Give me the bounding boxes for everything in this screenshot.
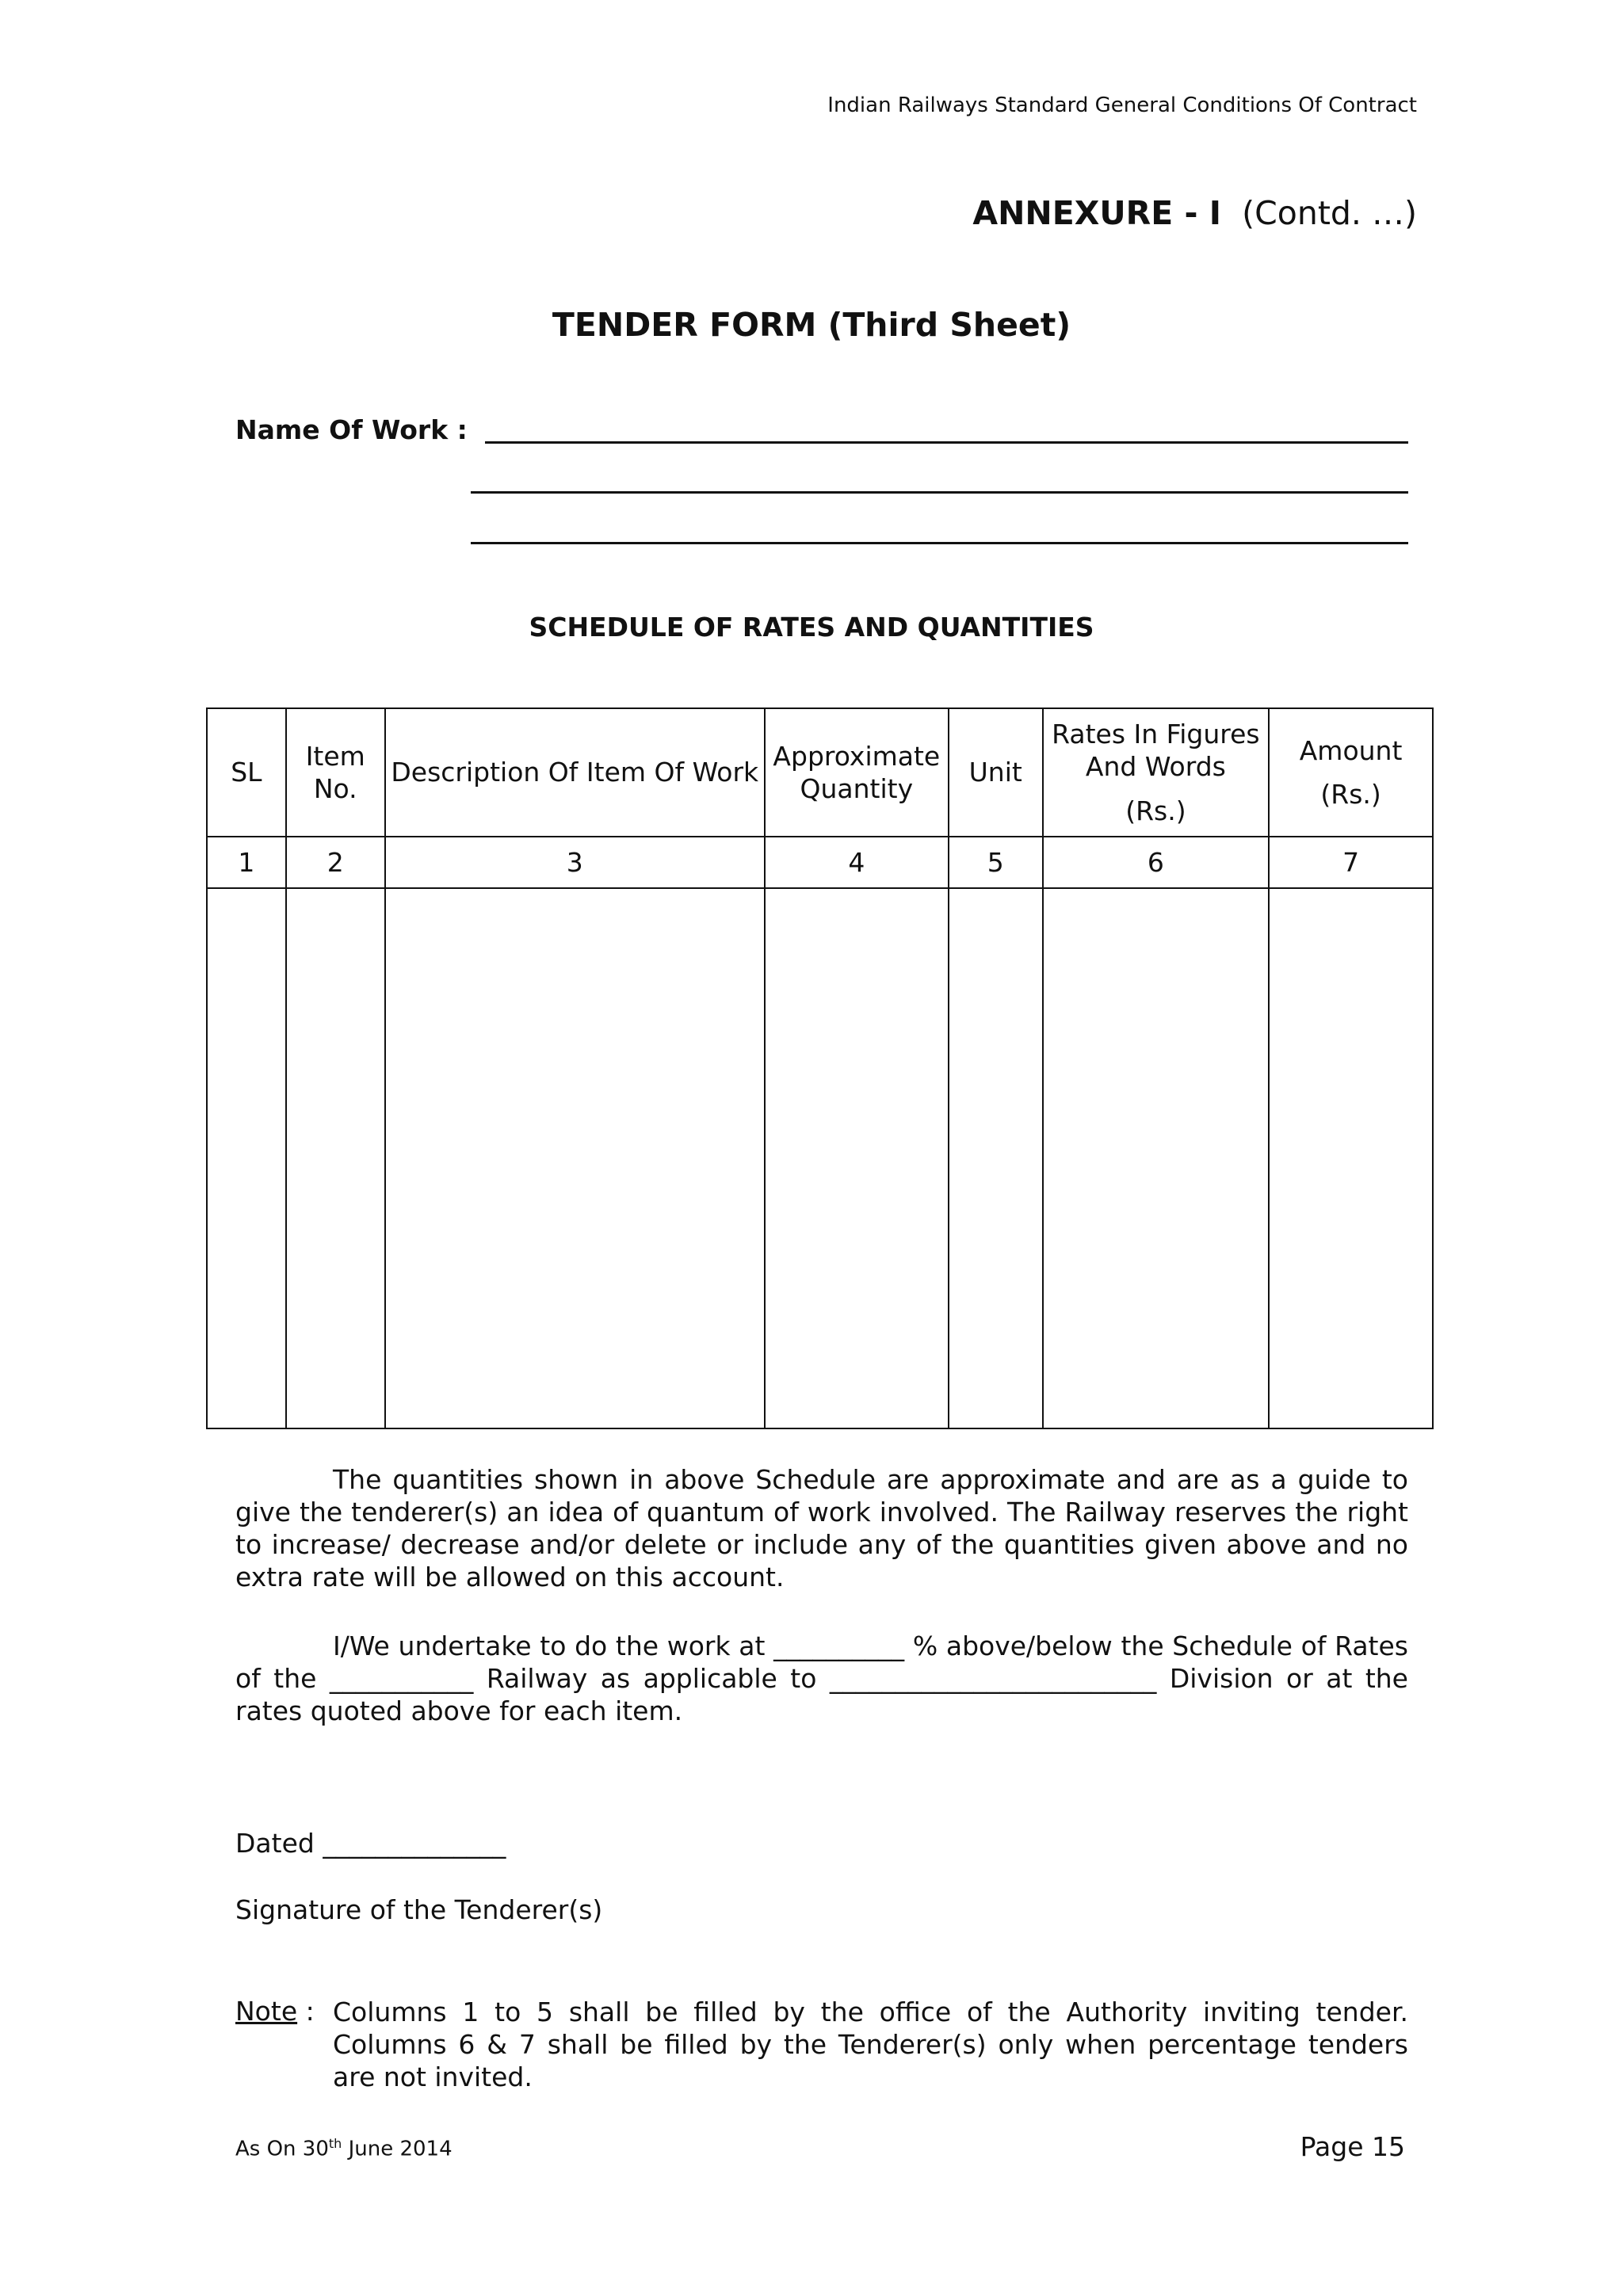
page-number: Page 15 [1300, 2131, 1405, 2162]
note-label: Note : [235, 1996, 315, 2027]
schedule-title: SCHEDULE OF RATES AND QUANTITIES [529, 612, 1094, 643]
name-of-work-line-1[interactable] [485, 441, 1408, 444]
annexure-label: ANNEXURE - I [972, 194, 1222, 232]
dated-blank[interactable]: ______________ [323, 1828, 506, 1859]
annexure-contd: (Contd. …) [1242, 194, 1417, 232]
name-of-work-label: Name Of Work : [235, 414, 468, 445]
column-header-amount: Amount (Rs.) [1269, 708, 1433, 837]
column-header-unit: Unit [949, 708, 1043, 837]
schedule-header-row [207, 708, 1433, 837]
annexure-heading [972, 194, 1417, 232]
railway-blank[interactable]: ___________ [329, 1663, 474, 1694]
schedule-table [206, 707, 1434, 1429]
column-header-quantity: Approximate Quantity [765, 708, 949, 837]
form-title: TENDER FORM (Third Sheet) [552, 306, 1071, 344]
column-number: 1 [207, 837, 286, 888]
column-header-sl: SL [207, 708, 286, 837]
entry-cell-sl[interactable] [207, 888, 286, 1428]
division-blank[interactable]: _________________________ [829, 1663, 1157, 1694]
column-number: 2 [286, 837, 385, 888]
column-header-rates: Rates In Figures And Words (Rs.) [1043, 708, 1270, 837]
undertaking-paragraph: I/We undertake to do the work at __________ % above/below the Schedule of Rates of the ___________ Railway as applicable to _________________________ Division or at the rates quoted above for each item. [235, 1630, 1408, 1726]
quantities-paragraph: The quantities shown in above Schedule are approximate and are as a guide to give the tenderer(s) an idea of quantum of work involved. The Railway reserves the right to increase/ decrease and/or delete or include any of the quantities given above and no extra rate will be allowed on this account. [235, 1464, 1408, 1592]
column-number: 3 [385, 837, 765, 888]
percentage-blank[interactable]: __________ [773, 1630, 905, 1661]
name-of-work-line-2[interactable] [471, 491, 1408, 494]
entry-cell-unit[interactable] [949, 888, 1043, 1428]
entry-cell-quantity[interactable] [765, 888, 949, 1428]
running-header: Indian Railways Standard General Conditions Of Contract [827, 93, 1417, 117]
entry-cell-item-no[interactable] [286, 888, 385, 1428]
note-text: Columns 1 to 5 shall be filled by the office of the Authority inviting tender. Columns 6 & 7 shall be filled by the Tenderer(s) only when percentage tenders are not invited. [333, 1997, 1408, 2092]
entry-cell-rates[interactable] [1043, 888, 1270, 1428]
column-number-row [207, 837, 1433, 888]
signature-label: Signature of the Tenderer(s) [235, 1894, 603, 1925]
column-number: 6 [1043, 837, 1270, 888]
entry-cell-description[interactable] [385, 888, 765, 1428]
footer-date: As On 30th June 2014 [235, 2136, 453, 2161]
entry-cell-amount[interactable] [1269, 888, 1433, 1428]
name-of-work-line-3[interactable] [471, 542, 1408, 544]
column-number: 4 [765, 837, 949, 888]
column-header-item-no: Item No. [286, 708, 385, 837]
column-number: 7 [1269, 837, 1433, 888]
column-header-description: Description Of Item Of Work [385, 708, 765, 837]
column-number: 5 [949, 837, 1043, 888]
dated-line: Dated ______________ [235, 1828, 506, 1859]
schedule-entry-row[interactable] [207, 888, 1433, 1428]
